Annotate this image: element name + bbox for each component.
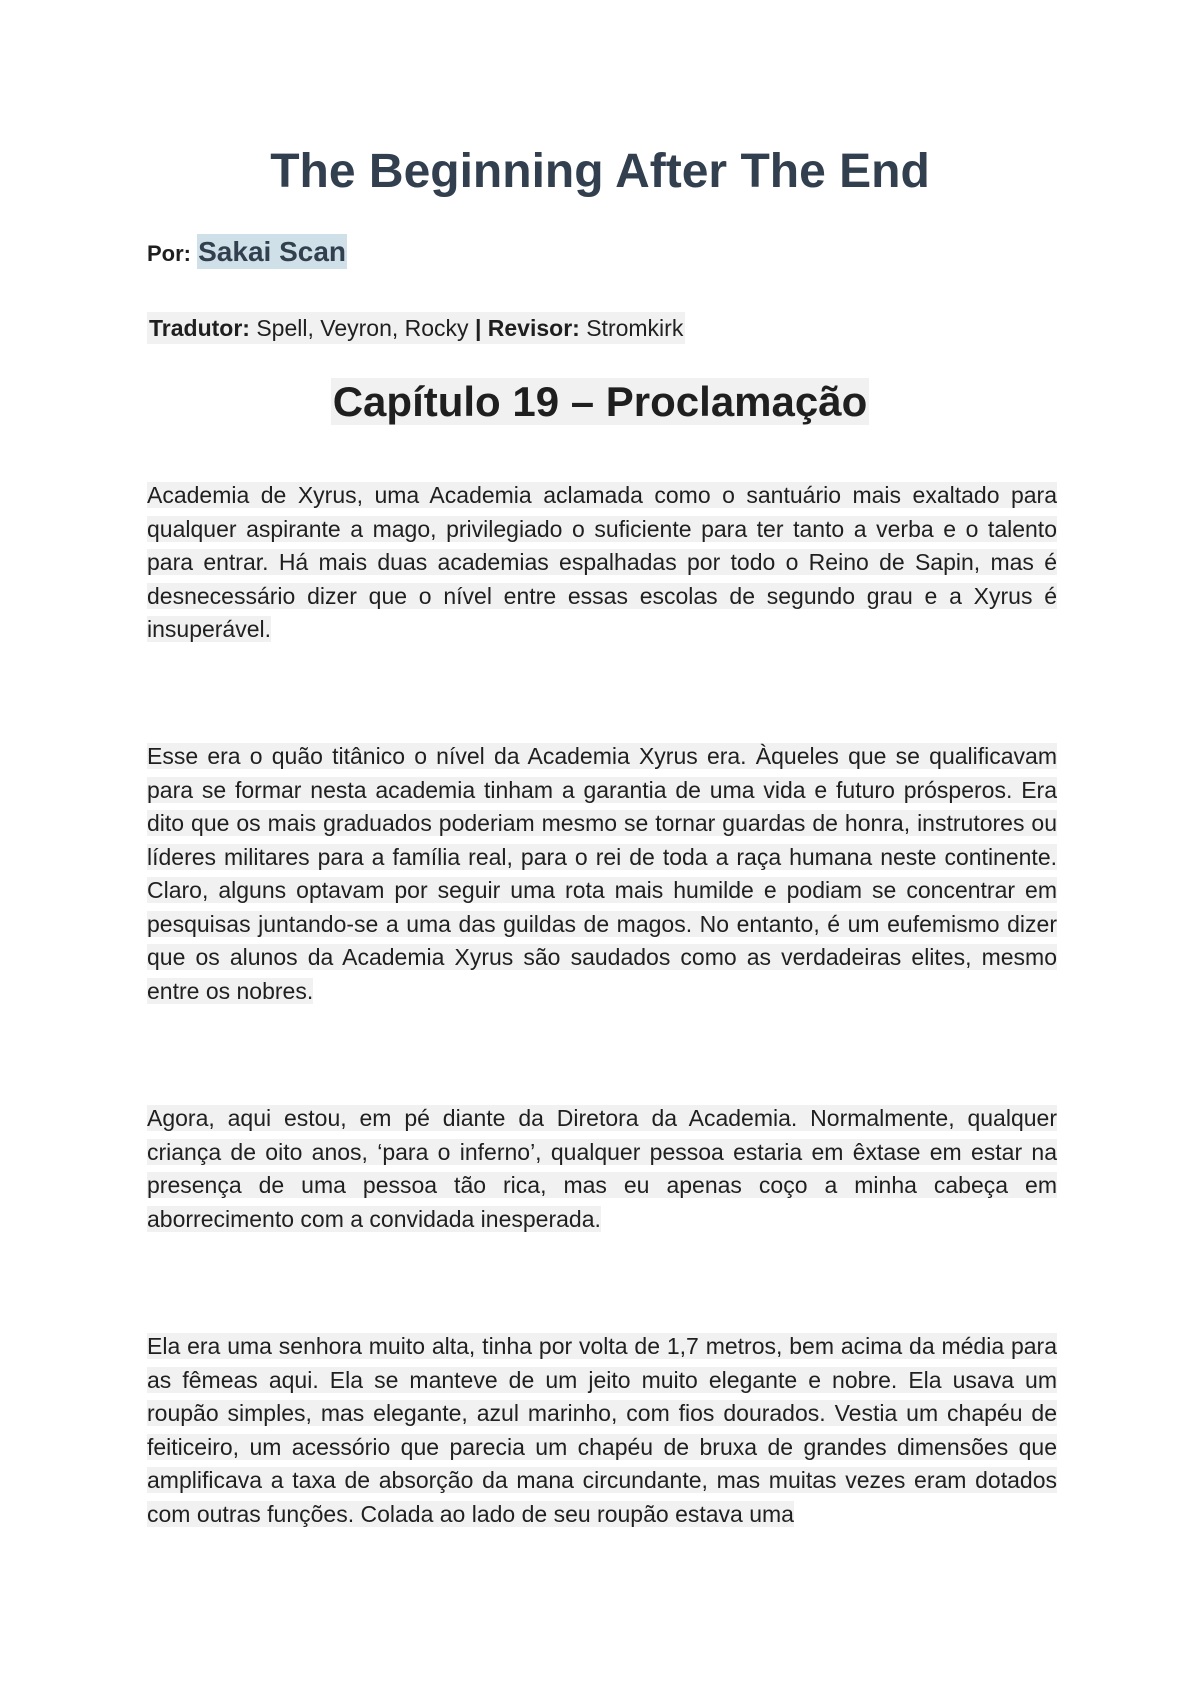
byline-label: Por: [147,241,191,266]
reviewer: Stromkirk [579,315,684,341]
document-title: The Beginning After The End [270,145,930,198]
paragraph [147,1102,1057,1236]
chapter-title-text: Capítulo 19 – Proclamação [332,378,868,425]
paragraph [147,1330,1057,1531]
byline [147,232,347,274]
translator-label: Tradutor: [149,315,250,341]
credits-line [147,312,685,344]
chapter-title [0,375,1200,429]
paragraph-text: Agora, aqui estou, em pé diante da Diretora da Academia. Normalmente, qualquer criança de oito anos, ‘para o inferno’, qualquer pessoa estaria em êxtase em estar na presença de uma pessoa tão rica, mas eu apenas coço a minha cabeça em aborrecimento com a convidada inesperada. [147,1105,1057,1232]
paragraph-text: Ela era uma senhora muito alta, tinha por volta de 1,7 metros, bem acima da média para as fêmeas aqui. Ela se manteve de um jeito muito elegante e nobre. Ela usava um roupão simples, mas elegante, azul marinho, com fios dourados. Vestia um chapéu de feiticeiro, um acessório que parecia um chapéu de bruxa de grandes dimensões que amplificava a taxa de absorção da mana circundante, mas muitas vezes eram dotados com outras funções. Colada ao lado de seu roupão estava uma [147,1333,1057,1527]
scan-group-name: Sakai Scan [198,236,346,267]
translators: Spell, Veyron, Rocky [249,315,475,341]
reviewer-label: Revisor: [481,315,580,341]
paragraph-text: Esse era o quão titânico o nível da Academia Xyrus era. Àqueles que se qualificavam para se formar nesta academia tinham a garantia de uma vida e futuro prósperos. Era dito que os mais graduados poderiam mesmo se tornar guardas de honra, instrutores ou líderes militares para a família real, para o rei de toda a raça humana neste continente. Claro, alguns optavam por seguir uma rota mais humilde e podiam se concentrar em pesquisas juntando-se a uma das guildas de magos. No entanto, é um eufemismo dizer que os alunos da Academia Xyrus são saudados como as verdadeiras elites, mesmo entre os nobres. [147,743,1057,1004]
paragraph [147,479,1057,647]
paragraph [147,740,1057,1008]
credits-separator: | [474,315,482,341]
paragraph-text: Academia de Xyrus, uma Academia aclamada como o santuário mais exaltado para qualquer aspirante a mago, privilegiado o suficiente para ter tanto a verba e o talento para entrar. Há mais duas academias espalhadas por todo o Reino de Sapin, mas é desnecessário dizer que o nível entre essas escolas de segundo grau e a Xyrus é insuperável. [147,482,1057,642]
